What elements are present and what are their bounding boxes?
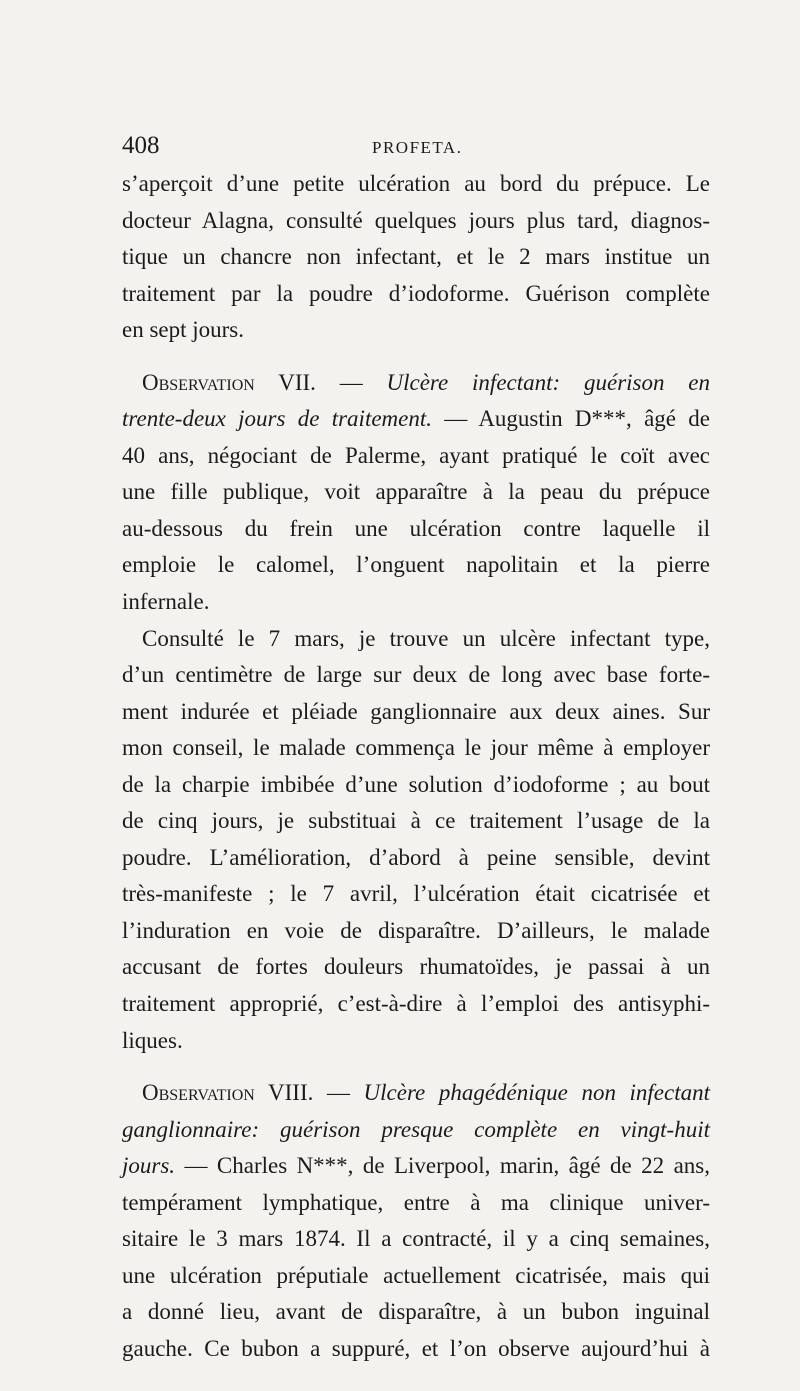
observation-title: Ulcère infectant: guérison en <box>386 369 710 395</box>
text-line: trente-deux jours de traitement. — Augustin D***, âgé de <box>122 406 710 432</box>
observation-title: trente-deux jours de traitement. <box>122 406 433 432</box>
text-line: une fille publique, voit apparaître à la peau du prépuce <box>122 479 710 505</box>
observation-label: Observation <box>142 1080 255 1106</box>
text-line: une ulcération préputiale actuellement cicatrisée, mais qui <box>122 1262 710 1288</box>
observation-heading: Observation VII. — Ulcère infectant: guérison en <box>142 369 710 395</box>
page-header <box>122 132 710 162</box>
text-line: 40 ans, négociant de Palerme, ayant pratiqué le coït avec <box>122 442 710 468</box>
text-line: emploie le calomel, l’onguent napolitain et la pierre <box>122 552 710 578</box>
text-line: accusant de fortes douleurs rhumatoïdes, je passai à un <box>122 954 710 980</box>
text-line: l’induration en voie de disparaître. D’ailleurs, le malade <box>122 917 710 943</box>
observation-title: Ulcère phagédénique non infectant <box>363 1080 711 1106</box>
text-line: traitement approprié, c’est-à-dire à l’emploi des antisyphi- <box>122 991 710 1017</box>
text-line: très-manifeste ; le 7 avril, l’ulcération était cicatrisée et <box>122 881 710 907</box>
observation-title: ganglionnaire: guérison presque complète en vingt-huit <box>122 1116 710 1142</box>
text-line: en sept jours. <box>122 317 245 343</box>
text-line: poudre. L’amélioration, d’abord à peine sensible, devint <box>122 844 710 870</box>
observation-label: Observation <box>142 369 255 395</box>
text-line: gauche. Ce bubon a suppuré, et l’on observe aujourd’hui à <box>122 1335 710 1361</box>
text-line: ment indurée et pléiade ganglionnaire aux deux aines. Sur <box>122 698 710 724</box>
running-head: PROFETA. <box>372 138 463 157</box>
text-line: a donné lieu, avant de disparaître, à un bubon inguinal <box>122 1299 710 1325</box>
text-line: de cinq jours, je substituai à ce traitement l’usage de la <box>122 808 710 834</box>
paragraph-gap <box>122 349 710 365</box>
text-line: d’un centimètre de large sur deux de long avec base forte- <box>122 662 710 688</box>
text-line: sitaire le 3 mars 1874. Il a contracté, il y a cinq semaines, <box>122 1226 710 1252</box>
text-line: Consulté le 7 mars, je trouve un ulcère infectant type, <box>142 625 710 651</box>
text-line: docteur Alagna, consulté quelques jours plus tard, diagnos- <box>122 207 710 233</box>
text-line: s’aperçoit d’une petite ulcération au bord du prépuce. Le <box>122 171 710 196</box>
text-line: traitement par la poudre d’iodoforme. Guérison complète <box>122 280 710 306</box>
observation-heading: Observation VIII. — Ulcère phagédénique non infectant <box>142 1080 711 1106</box>
text-line: infernale. <box>122 589 210 615</box>
text-line: tique un chancre non infectant, et le 2 mars institue un <box>122 244 710 270</box>
text-line: jours. — Charles N***, de Liverpool, marin, âgé de 22 ans, <box>122 1153 710 1179</box>
observation-title: jours. <box>122 1153 176 1179</box>
text-line: mon conseil, le malade commença le jour même à employer <box>122 735 710 761</box>
text-line: liques. <box>122 1027 183 1053</box>
text-line: tempérament lymphatique, entre à ma clinique univer- <box>122 1189 710 1215</box>
text-line: au-dessous du frein une ulcération contre laquelle il <box>122 515 710 541</box>
text-line: de la charpie imbibée d’une solution d’iodoforme ; au bout <box>122 771 710 797</box>
body-text <box>122 166 710 1368</box>
page-number: 408 <box>122 132 160 159</box>
paragraph-gap <box>122 1059 710 1075</box>
